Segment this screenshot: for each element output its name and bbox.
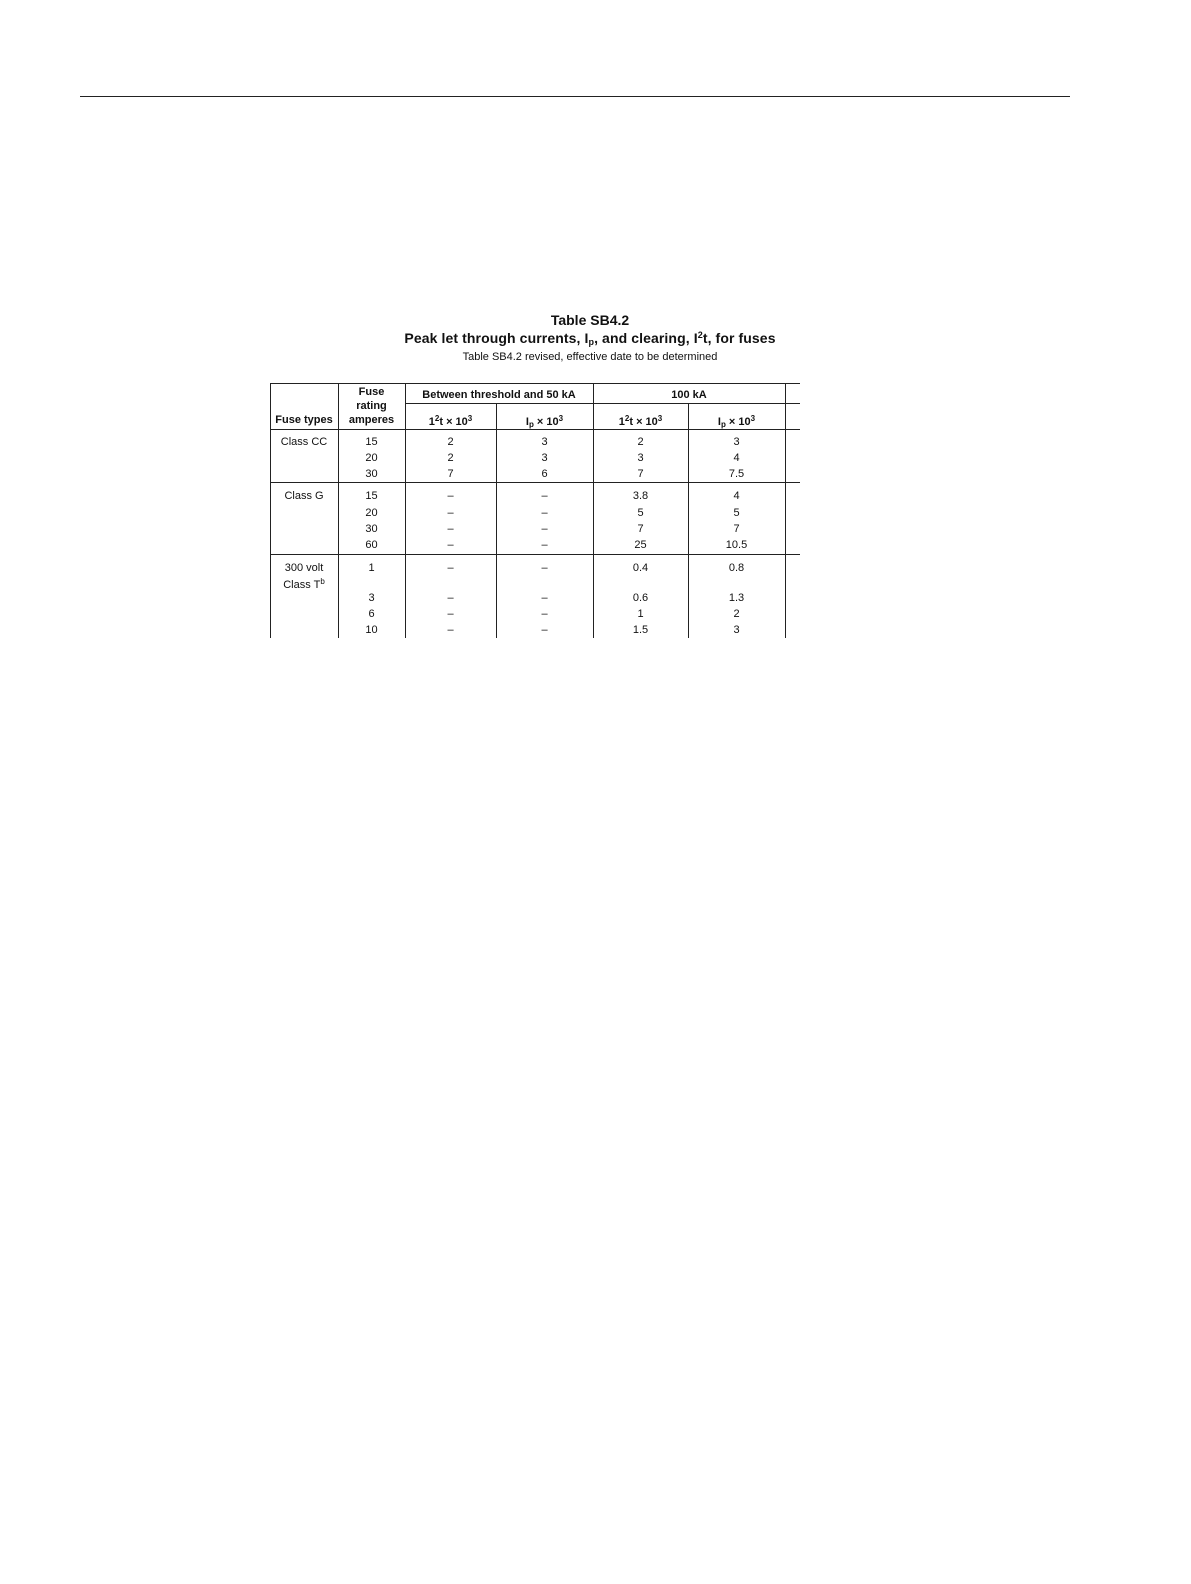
i2t-sup: 2: [434, 414, 440, 423]
rating-cell: 15: [365, 490, 378, 502]
ip-part: I: [525, 416, 529, 428]
g1-ip-cell: 6: [541, 468, 548, 480]
rating-cell: 15: [365, 436, 378, 448]
g2-ip-cell: 3: [733, 624, 740, 636]
header-rule: [80, 96, 1070, 97]
g1-ip-cell: –: [541, 608, 548, 620]
ip-part: I: [717, 416, 721, 428]
ip-exp: 3: [750, 414, 756, 423]
g2-ip-cell: 7.5: [728, 468, 745, 480]
g2-i2t-cell: 1: [637, 608, 644, 620]
fuse-type-label: 300 volt: [284, 562, 324, 574]
g1-i2t-cell: –: [447, 490, 454, 502]
header-fuse-rating-3: amperes: [348, 414, 395, 426]
rating-cell: 60: [365, 539, 378, 551]
group-header-rule: [592, 403, 800, 404]
g2-ip-cell: 0.8: [728, 562, 745, 574]
g2-ip-cell: 4: [733, 490, 740, 502]
header-fuse-rating-1: Fuse: [358, 386, 385, 398]
table-number: Table SB4.2: [550, 312, 630, 328]
ip-part: × 10: [725, 416, 751, 428]
rating-cell: 1: [368, 562, 375, 574]
caption-superscript: 2: [697, 330, 703, 340]
g2-i2t-cell: 2: [637, 436, 644, 448]
g1-i2t-cell: 7: [447, 468, 454, 480]
rating-cell: 10: [365, 624, 378, 636]
ip-part: × 10: [533, 416, 559, 428]
g2-i2t-cell: 7: [637, 523, 644, 535]
g1-i2t-cell: 2: [447, 436, 454, 448]
caption-part: Peak let through currents, I: [404, 330, 589, 346]
header-fuse-types: Fuse types: [275, 414, 333, 426]
header-g2-ip: [688, 412, 785, 431]
header-group-100ka: 100 kA: [671, 389, 707, 401]
g1-ip-cell: 3: [541, 452, 548, 464]
g1-ip-cell: –: [541, 523, 548, 535]
rating-cell: 30: [365, 468, 378, 480]
g2-ip-cell: 1.3: [728, 592, 745, 604]
ip-exp: 3: [558, 414, 564, 423]
fuse-table: [270, 383, 800, 638]
g2-ip-cell: 4: [733, 452, 740, 464]
rating-cell: 30: [365, 523, 378, 535]
g2-i2t-cell: 0.6: [632, 592, 649, 604]
g2-ip-cell: 7: [733, 523, 740, 535]
i2t-part: t × 10: [439, 416, 468, 428]
i2t-exp: 3: [657, 414, 663, 423]
caption-part: , and clearing, I: [594, 330, 698, 346]
g2-ip-cell: 10.5: [725, 539, 748, 551]
group-header-rule: [405, 403, 595, 404]
g1-ip-cell: –: [541, 562, 548, 574]
g2-i2t-cell: 25: [634, 539, 647, 551]
header-group-threshold: Between threshold and 50 kA: [422, 389, 576, 401]
g2-ip-cell: 5: [733, 507, 740, 519]
ip-sub: p: [528, 420, 534, 429]
g1-i2t-cell: –: [447, 592, 454, 604]
rating-cell: 3: [368, 592, 375, 604]
g1-i2t-cell: 2: [447, 452, 454, 464]
g2-ip-cell: 2: [733, 608, 740, 620]
i2t-part: t × 10: [629, 416, 658, 428]
i2t-exp: 3: [467, 414, 473, 423]
column-rule: [785, 383, 786, 638]
g2-i2t-cell: 0.4: [632, 562, 649, 574]
header-g2-i2t: [593, 412, 688, 429]
g1-i2t-cell: –: [447, 507, 454, 519]
i2t-sup: 2: [624, 414, 630, 423]
ip-sub: p: [720, 420, 726, 429]
group-divider-rule: [270, 554, 800, 555]
table-caption: [270, 330, 910, 347]
g2-i2t-cell: 1.5: [632, 624, 649, 636]
g1-ip-cell: –: [541, 490, 548, 502]
header-g1-i2t: [405, 412, 496, 429]
g2-i2t-cell: 5: [637, 507, 644, 519]
group-divider-rule: [270, 482, 800, 483]
g2-i2t-cell: 3: [637, 452, 644, 464]
g1-i2t-cell: –: [447, 523, 454, 535]
fuse-type-label: [270, 575, 338, 592]
g1-i2t-cell: –: [447, 539, 454, 551]
g1-ip-cell: –: [541, 592, 548, 604]
g1-ip-cell: –: [541, 507, 548, 519]
header-fuse-rating-2: rating: [356, 400, 387, 412]
fuse-type-label: Class G: [284, 490, 324, 502]
g1-ip-cell: 3: [541, 436, 548, 448]
i2t-part: 1: [428, 416, 435, 428]
g1-ip-cell: –: [541, 539, 548, 551]
g2-i2t-cell: 7: [637, 468, 644, 480]
g2-ip-cell: 3: [733, 436, 740, 448]
caption-subscript: p: [588, 337, 595, 347]
g1-i2t-cell: –: [447, 608, 454, 620]
fuse-type-text: Class T: [283, 579, 321, 591]
g1-i2t-cell: –: [447, 562, 454, 574]
rating-cell: 20: [365, 452, 378, 464]
rating-cell: 20: [365, 507, 378, 519]
g2-i2t-cell: 3.8: [632, 490, 649, 502]
caption-part: t, for fuses: [702, 330, 776, 346]
table-top-rule: [270, 383, 800, 384]
rating-cell: 6: [368, 608, 375, 620]
header-g1-ip: [496, 412, 593, 431]
g1-i2t-cell: –: [447, 624, 454, 636]
table-note: Table SB4.2 revised, effective date to be determined: [462, 351, 718, 363]
footnote-marker: b: [320, 577, 325, 586]
fuse-type-label: Class CC: [280, 436, 328, 448]
g1-ip-cell: –: [541, 624, 548, 636]
i2t-part: 1: [618, 416, 625, 428]
